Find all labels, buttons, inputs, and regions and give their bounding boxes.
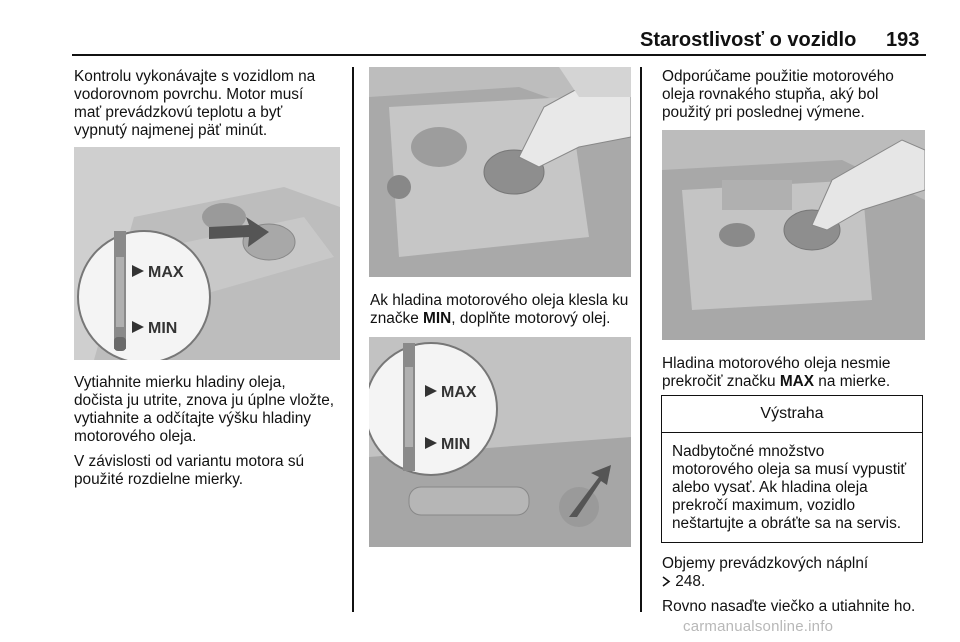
text-line: použité rozdielne mierky.: [74, 471, 244, 488]
text-line: značke MIN, doplňte motorový olej.: [370, 310, 611, 327]
text-line: Ak hladina motorového oleja klesla ku: [370, 292, 629, 309]
text-line: prekročiť značku MAX na mierke.: [662, 373, 891, 390]
page-number: 193: [886, 29, 920, 51]
text-line: motorového oleja.: [74, 428, 197, 445]
text-line: mať prevádzkovú teplotu a byť: [74, 104, 283, 121]
dipstick-max-label: MAX: [441, 384, 477, 401]
text-line: V závislosti od variantu motora sú: [74, 453, 305, 470]
text-line: motorového oleja sa musí vypustiť: [672, 461, 907, 478]
oil-pour-illustration: [369, 67, 631, 277]
text-line: Vytiahnite mierku hladiny oleja,: [74, 374, 286, 391]
text-line: Rovno nasaďte viečko a utiahnite ho.: [662, 598, 916, 615]
col1-intro: [74, 68, 344, 140]
oil-fill-illustration: [662, 130, 925, 340]
col3-level-text: [662, 355, 928, 391]
header-rule: [72, 54, 926, 56]
warning-body: [662, 433, 922, 533]
text-line: Nadbytočné množstvo: [672, 443, 825, 460]
text-line: Odporúčame použitie motorového: [662, 68, 894, 85]
watermark: carmanualsonline.info: [683, 618, 834, 635]
warning-box: [661, 395, 923, 543]
text-line: vytiahnite a odčítajte výšku hladiny: [74, 410, 311, 427]
text-line: Kontrolu vykonávajte s vozidlom na: [74, 68, 316, 85]
column-divider-left: [352, 67, 354, 612]
text-line: použitý pri poslednej výmene.: [662, 104, 865, 121]
capacity-reference[interactable]: 248.: [662, 573, 928, 591]
dipstick-min-label: MIN: [148, 320, 178, 337]
text-line: vodorovnom povrchu. Motor musí: [74, 86, 304, 103]
col3-intro: [662, 68, 928, 122]
col3-capacity: [662, 555, 928, 616]
text-line: Objemy prevádzkových náplní: [662, 555, 869, 572]
dipstick-engine-illustration: [369, 337, 631, 547]
text-line: neštartujte a obráťte sa na servis.: [672, 515, 902, 532]
reference-arrow-icon: [662, 573, 675, 590]
column-divider-right: [640, 67, 642, 612]
text-line: prekročí maximum, vozidlo: [672, 497, 856, 514]
col1-body: [74, 374, 352, 496]
text-line: vypnutý najmenej päť minút.: [74, 122, 268, 139]
warning-title: Výstraha: [662, 396, 922, 433]
text-line: alebo vysať. Ak hladina oleja: [672, 479, 868, 496]
dipstick-max-label: MAX: [148, 264, 184, 281]
dipstick-min-label: MIN: [441, 436, 471, 453]
dipstick-illustration: [74, 147, 340, 360]
text-line: Hladina motorového oleja nesmie: [662, 355, 891, 372]
col2-caption: [370, 292, 638, 328]
text-line: oleja rovnakého stupňa, aký bol: [662, 86, 879, 103]
page-title: Starostlivosť o vozidlo: [640, 29, 857, 51]
text-line: dočista ju utrite, znova ju úplne vložte,: [74, 392, 335, 409]
